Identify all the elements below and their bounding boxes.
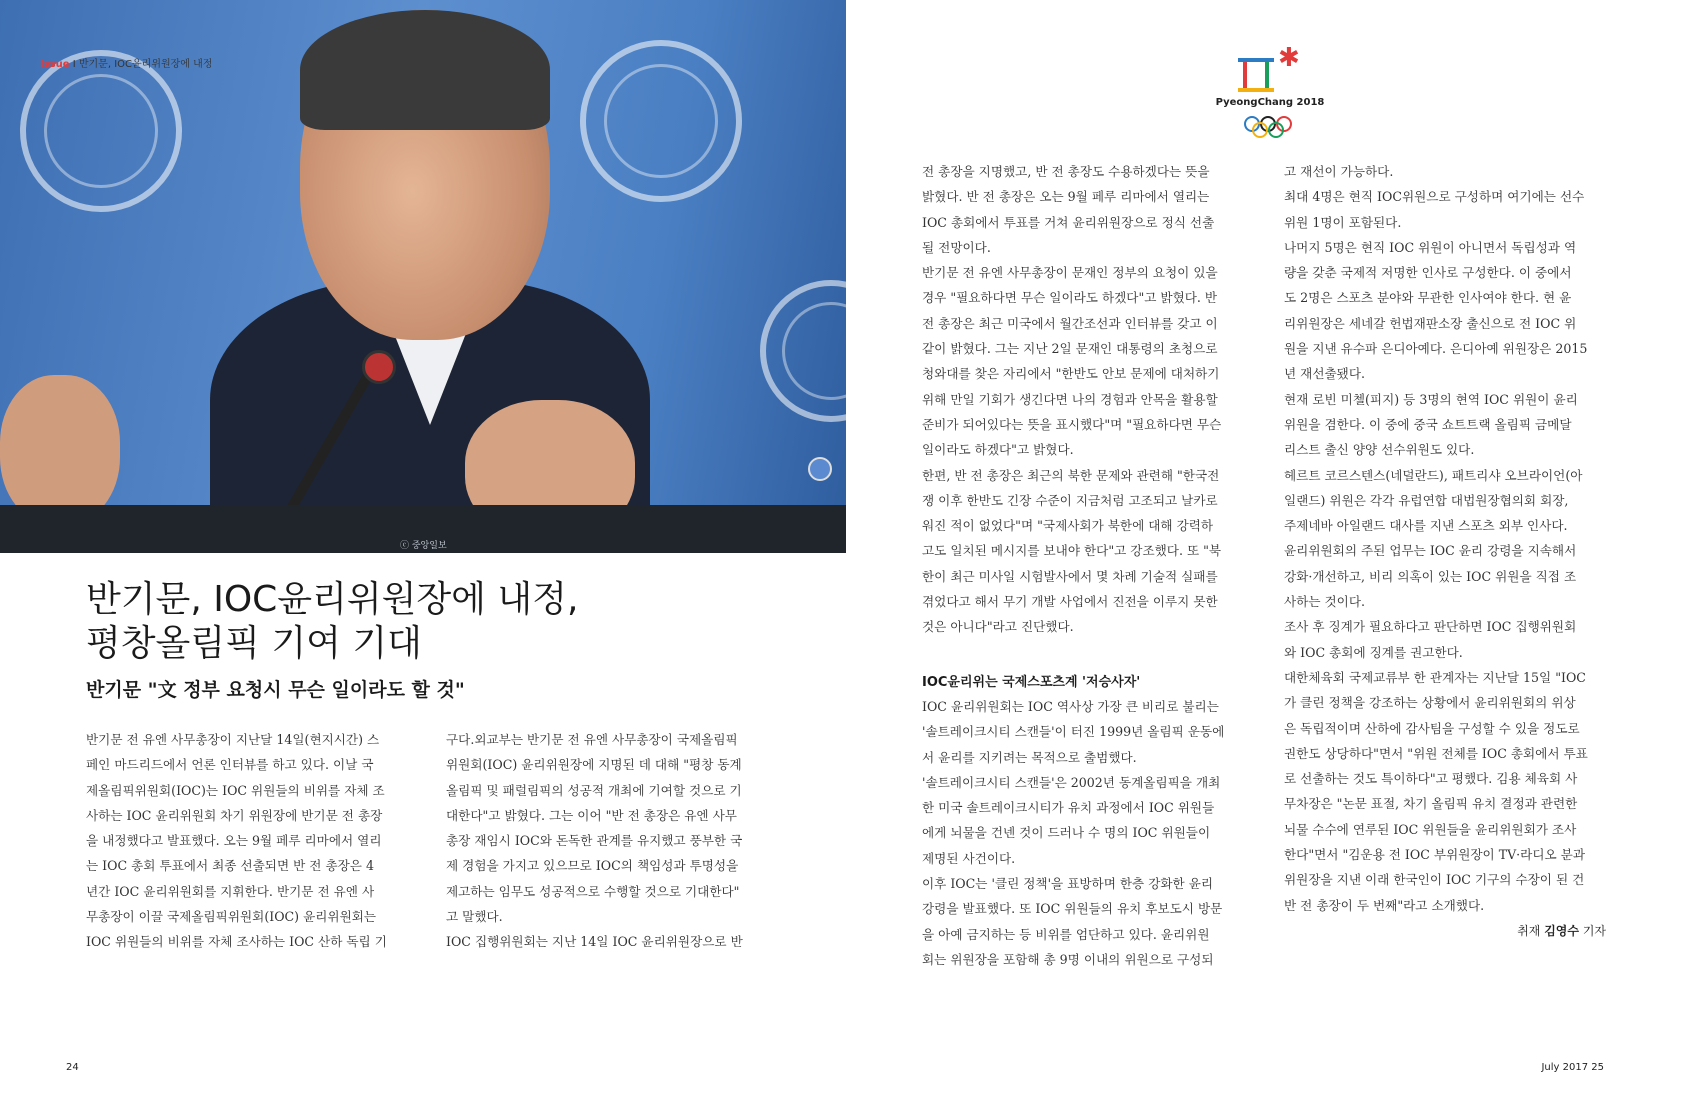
title-line-1: 반기문, IOC윤리위원장에 내정, [86, 579, 579, 620]
body-column-4: 고 재선이 가능하다. 최대 4명은 현직 IOC위원으로 구성하며 여기에는 선수 위원 1명이 포함된다. 나머지 5명은 현직 IOC 위원이 아니면서 독립성과 역 량을 갖춘 국제적 저명한 인사로 구성한다. 이 중에서 도 2명은 스포츠 분야와 무관한 인사여야 한다. 현 윤 리위원장은 세네갈 헌법재판소장 출신으로 전 IOC 위 원을 지낸 유수파 은디아예다. 은디아예 위원장은 2015 년 재선출됐다. 현재 로빈 미첼(피지) 등 3명의 현역 IOC 위원이 윤리 위원을 겸한다. 이 중에 중국 쇼트트랙 올림픽 금메달 리스트 출신 양양 선수위원도 있다. 헤르트 코르스텐스(네덜란드), 패트리샤 오브라이언(아 일랜드) 위원은 각각 유럽연합 대법원장협의회 회장, 주제네바 아일랜드 대사를 지낸 스포츠 외부 인사다. 윤리위원회의 주된 업무는 IOC 윤리 강령을 지속해서 강화·개선하고, 비리 의혹이 있는 IOC 위원을 직접 조 사하는 것이다. 조사 후 징계가 필요하다고 판단하면 IOC 집행위원회 와 IOC 총회에 징계를 권고한다. 대한체육회 국제교류부 한 관계자는 지난달 15일 "IOC 가 클린 정책을 강조하는 상황에서 윤리위원회의 위상 은 독립적이며 산하에 감사팀을 구성할 수 있을 정도로 권한도 상당하다"면서 "위원 전체를 IOC 총회에서 투표 로 선출하는 것도 특이하다"고 평했다. 김용 체육회 사 무차장은 "논문 표절, 차기 올림픽 유치 결정과 관련한 뇌물 수수에 연루된 IOC 위원들을 윤리위원회가 조사 한다"면서 "김운용 전 IOC 부위원장이 TV·라디오 분과 위원장을 지낸 이래 한국인이 IOC 기구의 수장이 된 건 반 전 총장이 두 번째"라고 소개했다. [1284, 164, 1588, 913]
microphone-icon [362, 350, 396, 384]
section-subhead: IOC윤리위는 국제스포츠계 '저승사자' [922, 675, 1141, 690]
body-column-3-continued: IOC 윤리위원회는 IOC 역사상 가장 큰 비리로 불리는 '솔트레이크시티 스캔들'이 터진 1999년 올림픽 운동에 서 윤리를 지키려는 목적으로 출범했다. '솔트레이크시티 스캔들'은 2002년 동계올림픽을 개최 한 미국 솔트레이크시티가 유치 과정에서 IOC 위원들 에게 뇌물을 건넨 것이 드러나 수 명의 IOC 위원들이 제명된 사건이다. 이후 IOC는 '클린 정책'을 표방하며 한층 강화한 윤리 강령을 발표했다. 또 IOC 위원들의 유치 후보도시 방문 을 아예 금지하는 등 비위를 엄단하고 있다. 윤리위원 회는 위원장을 포함해 총 9명 이내의 위원으로 구성되 [922, 699, 1225, 967]
issue-divider: I [72, 59, 79, 70]
logo-name: PyeongChang 2018 [1215, 97, 1325, 108]
title-line-2: 평창올림픽 기여 기대 [86, 623, 422, 664]
byline-suffix: 기자 [1582, 924, 1606, 938]
un-emblem-left [20, 50, 182, 212]
svg-text:✱: ✱ [1278, 43, 1300, 73]
body-column-2: 구다.외교부는 반기문 전 유엔 사무총장이 국제올림픽 위원회(IOC) 윤리위원장에 지명된 데 대해 "평창 동계 올림픽 및 패럴림픽의 성공적 개최에 기여할 것으로 기 대한다"고 밝혔다. 그는 이어 "반 전 총장은 유엔 사무 총장 재임시 IOC와 돈독한 관계를 유지했고 풍부한 국 제 경험을 가지고 있으므로 IOC의 책임성과 투명성을 제고하는 임무도 성공적으로 수행할 것으로 기대한다" 고 말했다. IOC 집행위원회는 지난 14일 IOC 윤리위원장으로 반 [446, 732, 743, 950]
pyeongchang-logo [1210, 40, 1330, 140]
hero-photo [0, 0, 846, 553]
issue-tag: Issue [40, 59, 70, 70]
body-column-1: 반기문 전 유엔 사무총장이 지난달 14일(현지시간) 스 페인 마드리드에서 언론 인터뷰를 하고 있다. 이날 국 제올림픽위원회(IOC)는 IOC 위원들의 비위를 자체 조 사하는 IOC 윤리위원회 차기 위원장에 반기문 전 총장 을 내정했다고 발표했다. 오는 9월 페루 리마에서 열리 는 IOC 총회 투표에서 최종 선출되면 반 전 총장은 4 년간 IOC 윤리위원회를 지휘한다. 반기문 전 유엔 사 무총장이 이끌 국제올림픽위원회(IOC) 윤리위원회는 IOC 위원들의 비위를 자체 조사하는 IOC 산하 독립 기 [86, 732, 387, 950]
photo-credit: ⓒ 중앙일보 [400, 541, 447, 551]
byline-prefix: 취재 [1517, 924, 1541, 938]
un-emblem-far-right [760, 280, 846, 422]
byline-name: 김영수 [1544, 924, 1579, 938]
pyeongchang-2018-emblem-icon [1210, 40, 1330, 140]
page-number-left: 24 [66, 1062, 79, 1073]
page-number-right: July 2017 25 [1541, 1062, 1604, 1073]
lapel-pin [808, 457, 832, 481]
article-subtitle: 반기문 "文 정부 요청시 무슨 일이라도 할 것" [86, 679, 465, 701]
issue-header [40, 55, 212, 70]
body-column-3: 전 총장을 지명했고, 반 전 총장도 수용하겠다는 뜻을 밝혔다. 반 전 총장은 오는 9월 페루 리마에서 열리는 IOC 총회에서 투표를 거쳐 윤리위원장으로 정식 선출 될 전망이다. 반기문 전 유엔 사무총장이 문재인 정부의 요청이 있을 경우 "필요하다면 무슨 일이라도 하겠다"고 밝혔다. 반 전 총장은 최근 미국에서 월간조선과 인터뷰를 갖고 이 같이 밝혔다. 그는 지난 2일 문재인 대통령의 초청으로 청와대를 찾은 자리에서 "한반도 안보 문제에 대처하기 위해 만일 기회가 생긴다면 나의 경험과 안목을 활용할 준비가 되어있다는 뜻을 표시했다"며 "필요하다면 무슨 일이라도 하겠다"고 밝혔다. 한편, 반 전 총장은 최근의 북한 문제와 관련해 "한국전 쟁 이후 한반도 긴장 수준이 지금처럼 고조되고 날카로 워진 적이 없었다"며 "국제사회가 북한에 대해 강력하 고도 일치된 메시지를 보내야 한다"고 강조했다. 또 "북 한이 최근 미사일 시험발사에서 몇 차례 기술적 실패를 겪었다고 해서 무기 개발 사업에서 진전을 이루지 못한 것은 아니다"라고 진단했다. [922, 164, 1222, 635]
issue-title: 반기문, IOC윤리위원장에 내정 [78, 59, 213, 70]
byline [1517, 922, 1606, 939]
article-title [86, 578, 578, 666]
